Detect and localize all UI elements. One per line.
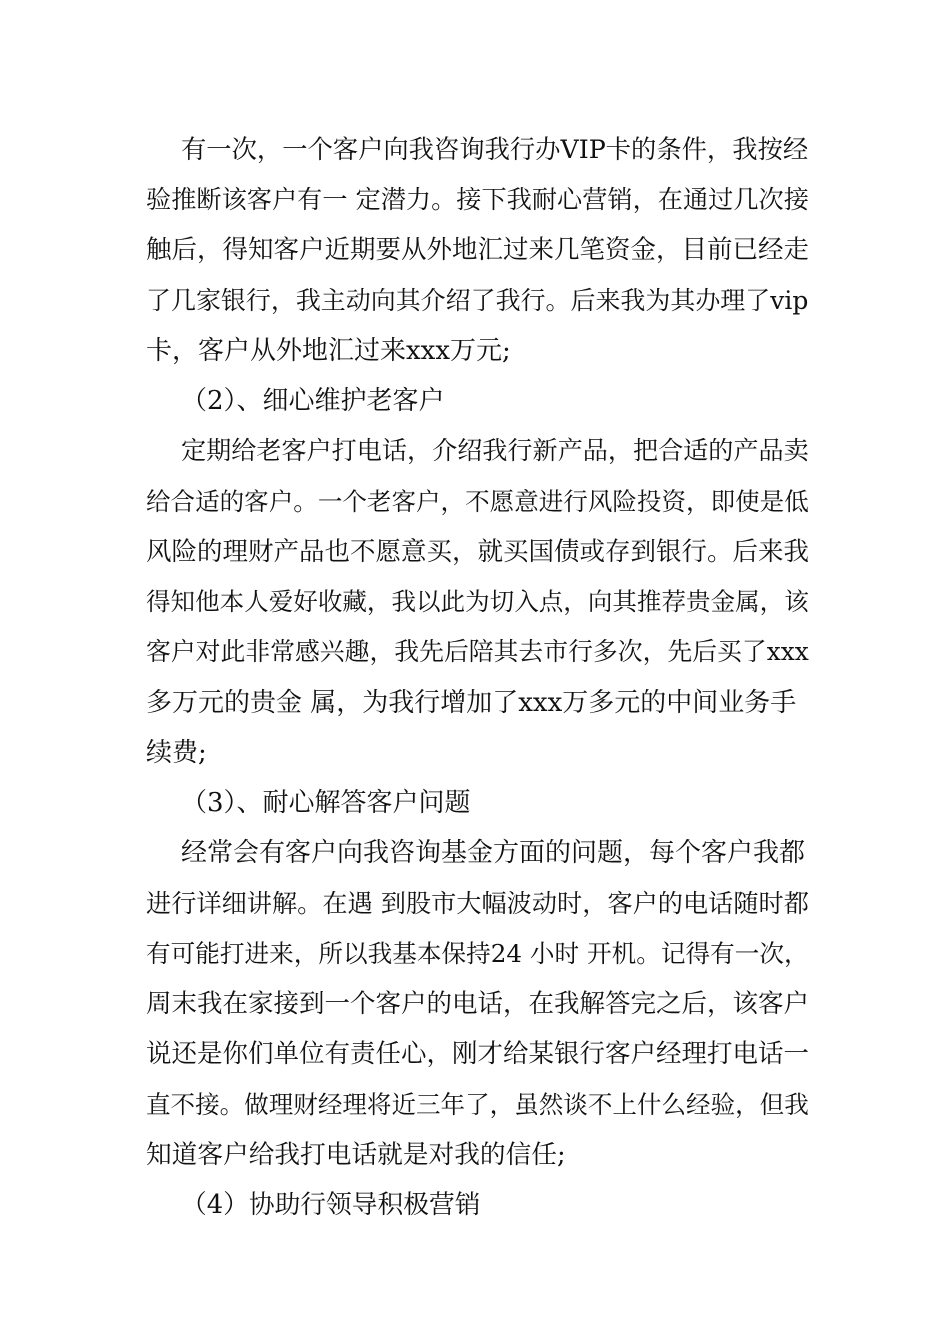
paragraph-2-line-4: 得知他本人爱好收藏，我以此为切入点，向其推荐贵金属，该 (146, 587, 809, 616)
paragraph-1-line-3: 触后，得知客户近期要从外地汇过来几笔资金，目前已经走 (146, 235, 810, 265)
paragraph-2-line-2: 给合适的客户。一个老客户，不愿意进行风险投资，即使是低 (146, 487, 809, 516)
paragraph-2-line-6: 多万元的贵金 属，为我行增加了xxx万多元的中间业务手 (146, 688, 797, 718)
paragraph-3-line-6: 直不接。做理财经理将近三年了，虽然谈不上什么经验，但我 (146, 1090, 809, 1119)
paragraph-1-line-2: 验推断该客户有一 定潜力。接下我耐心营销，在通过几次接 (146, 185, 809, 214)
section-heading-2: （2）、细心维护老客户 (181, 386, 445, 416)
paragraph-3-line-5: 说还是你们单位有责任心，刚才给某银行客户经理打电话一 (146, 1039, 810, 1069)
paragraph-3-line-3: 有可能打进来，所以我基本保持24 小时 开机。记得有一次， (146, 939, 809, 968)
paragraph-2-line-5: 客户对此非常感兴趣，我先后陪其去市行多次，先后买了xxx (146, 637, 809, 666)
paragraph-1-line-1: 有一次，一个客户向我咨询我行办VIP卡的条件，我按经 (181, 135, 809, 164)
section-heading-4: （4）协助行领导积极营销 (181, 1190, 481, 1220)
paragraph-2-line-3: 风险的理财产品也不愿意买，就买国债或存到银行。后来我 (146, 537, 810, 567)
paragraph-1-line-5: 卡，客户从外地汇过来xxx万元; (146, 336, 511, 366)
section-heading-3: （3）、耐心解答客户问题 (181, 788, 471, 818)
paragraph-3-line-1: 经常会有客户向我咨询基金方面的问题，每个客户我都 (181, 838, 806, 868)
paragraph-2-line-7: 续费; (146, 738, 207, 768)
paragraph-3-line-2: 进行详细讲解。在遇 到股市大幅波动时，客户的电话随时都 (146, 889, 809, 918)
paragraph-2-line-1: 定期给老客户打电话，介绍我行新产品，把合适的产品卖 (181, 436, 809, 465)
paragraph-1-line-4: 了几家银行，我主动向其介绍了我行。后来我为其办理了vip (146, 286, 809, 315)
paragraph-3-line-4: 周末我在家接到一个客户的电话，在我解答完之后，该客户 (146, 989, 810, 1019)
paragraph-3-line-7: 知道客户给我打电话就是对我的信任; (146, 1140, 566, 1170)
